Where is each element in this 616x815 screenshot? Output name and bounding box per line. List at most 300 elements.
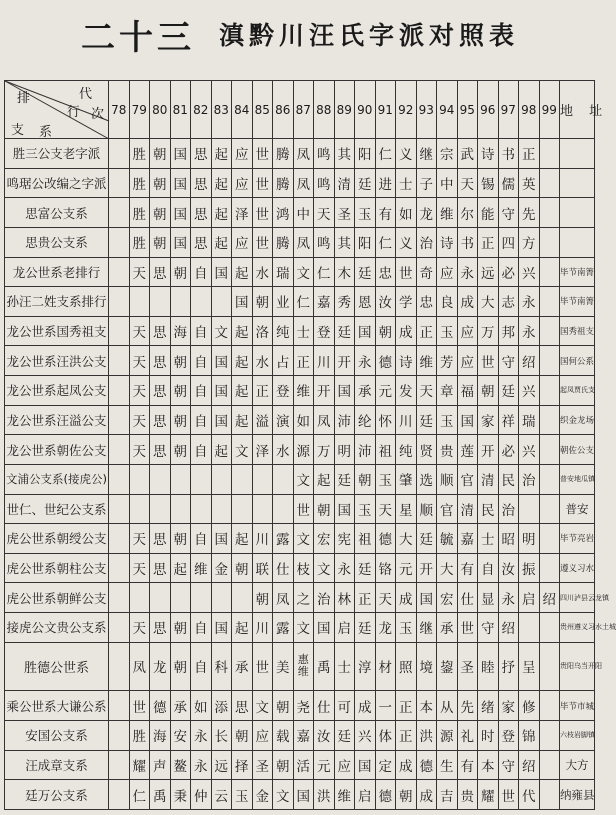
table-row	[5, 198, 595, 228]
generation-char: 纯	[396, 435, 417, 465]
empty-cell	[539, 257, 560, 287]
generation-header: 92	[396, 81, 417, 139]
location-cell: 起凤贾氏支	[560, 376, 595, 406]
generation-char: 凤	[293, 168, 314, 198]
generation-char: 廷	[355, 613, 376, 643]
generation-char: 国	[211, 405, 232, 435]
generation-char: 起	[232, 316, 253, 346]
generation-char: 朝	[252, 287, 273, 317]
generation-char: 思	[150, 435, 171, 465]
generation-char: 安	[170, 720, 191, 750]
generation-char: 世	[252, 168, 273, 198]
generation-char: 官	[457, 464, 478, 494]
generation-char: 正	[478, 227, 499, 257]
generation-char: 思	[191, 198, 212, 228]
generation-char: 应	[232, 139, 253, 169]
generation-char: 文	[293, 524, 314, 554]
empty-cell	[539, 376, 560, 406]
table-row	[5, 287, 595, 317]
generation-char: 义	[396, 227, 417, 257]
generation-char: 玉	[355, 198, 376, 228]
generation-char: 思	[150, 346, 171, 376]
empty-cell	[150, 464, 171, 494]
generation-char: 承	[437, 613, 458, 643]
generation-char: 成	[416, 780, 437, 810]
empty-cell	[109, 750, 130, 780]
generation-char: 正	[396, 691, 417, 721]
table-row	[5, 435, 595, 465]
generation-char: 顺	[437, 464, 458, 494]
generation-char: 忠	[375, 257, 396, 287]
table-row	[5, 494, 595, 524]
generation-char: 应	[232, 168, 253, 198]
generation-char: 声	[150, 750, 171, 780]
table-row	[5, 405, 595, 435]
generation-char: 世	[396, 257, 417, 287]
generation-header: 82	[191, 81, 212, 139]
generation-char: 惠维	[293, 642, 314, 691]
table-row	[5, 257, 595, 287]
table-row	[5, 346, 595, 376]
generation-char: 国	[334, 376, 355, 406]
empty-cell	[109, 435, 130, 465]
generation-char: 肇	[396, 464, 417, 494]
generation-char: 嘉	[293, 720, 314, 750]
generation-char: 天	[129, 346, 150, 376]
generation-char: 胜	[129, 168, 150, 198]
empty-cell	[109, 168, 130, 198]
generation-char: 开	[478, 435, 499, 465]
generation-char: 其	[334, 139, 355, 169]
generation-char: 本	[416, 691, 437, 721]
generation-char: 源	[437, 720, 458, 750]
generation-char: 自	[191, 613, 212, 643]
generation-header: 98	[519, 81, 540, 139]
generation-char: 一	[375, 691, 396, 721]
generation-char: 凤	[293, 139, 314, 169]
generation-char: 水	[273, 435, 294, 465]
generation-char: 代	[519, 780, 540, 810]
generation-char: 国	[293, 780, 314, 810]
location-cell: 织金龙场	[560, 405, 595, 435]
generation-char: 自	[478, 553, 499, 583]
generation-char: 胜	[129, 139, 150, 169]
generation-char: 体	[375, 720, 396, 750]
generation-char: 圣	[252, 750, 273, 780]
generation-char: 朝	[252, 583, 273, 613]
generation-char: 起	[211, 198, 232, 228]
generation-char: 科	[211, 642, 232, 691]
generation-char: 仕	[457, 583, 478, 613]
generation-char: 启	[519, 583, 540, 613]
generation-char: 从	[437, 691, 458, 721]
generation-char: 淳	[355, 642, 376, 691]
generation-header: 83	[211, 81, 232, 139]
generation-char: 文	[211, 316, 232, 346]
generation-char: 清	[457, 494, 478, 524]
empty-cell	[129, 583, 150, 613]
empty-cell	[539, 346, 560, 376]
table-row	[5, 464, 595, 494]
branch-name: 乘公世系大谦公系	[5, 691, 109, 721]
generation-char: 清	[334, 168, 355, 198]
generation-char: 仕	[273, 553, 294, 583]
generation-char: 自	[191, 316, 212, 346]
generation-char: 莲	[457, 435, 478, 465]
generation-char: 玉	[437, 405, 458, 435]
generation-char: 玉	[355, 494, 376, 524]
generation-char: 本	[478, 750, 499, 780]
generation-char: 贵	[457, 780, 478, 810]
empty-cell	[170, 583, 191, 613]
generation-char: 洪	[314, 780, 335, 810]
table-row	[5, 168, 595, 198]
generation-header: 91	[375, 81, 396, 139]
empty-cell	[170, 464, 191, 494]
empty-cell	[109, 346, 130, 376]
generation-char: 治	[314, 583, 335, 613]
generation-char: 国	[170, 198, 191, 228]
location-cell: 国何公系	[560, 346, 595, 376]
generation-char: 治	[498, 494, 519, 524]
generation-char: 起	[232, 257, 253, 287]
table-row	[5, 642, 595, 691]
generation-char: 朝	[150, 168, 171, 198]
generation-char: 家	[498, 691, 519, 721]
generation-char: 国	[170, 227, 191, 257]
generation-char: 铬	[375, 553, 396, 583]
generation-char: 胜	[129, 720, 150, 750]
generation-char: 永	[334, 553, 355, 583]
empty-cell	[109, 691, 130, 721]
generation-char: 鸣	[314, 168, 335, 198]
location-cell: 大方	[560, 750, 595, 780]
generation-char: 永	[355, 346, 376, 376]
generation-char: 天	[129, 524, 150, 554]
generation-char: 鳌	[170, 750, 191, 780]
empty-cell	[539, 139, 560, 169]
generation-char: 天	[129, 316, 150, 346]
generation-char: 正	[416, 316, 437, 346]
generation-char: 德	[375, 524, 396, 554]
generation-char: 清	[478, 464, 499, 494]
generation-char: 沛	[355, 435, 376, 465]
empty-cell	[109, 780, 130, 810]
branch-name: 虎公世系朝绶公支	[5, 524, 109, 554]
generation-char: 占	[273, 346, 294, 376]
empty-cell	[150, 583, 171, 613]
empty-cell	[539, 691, 560, 721]
generation-char: 怀	[375, 405, 396, 435]
empty-cell	[109, 642, 130, 691]
generation-char: 守	[498, 750, 519, 780]
generation-char: 水	[252, 346, 273, 376]
generation-char: 奇	[416, 257, 437, 287]
generation-char: 绍	[519, 750, 540, 780]
generation-char: 天	[457, 168, 478, 198]
generation-char: 嘉	[314, 287, 335, 317]
table-row	[5, 720, 595, 750]
generation-char: 兴	[519, 376, 540, 406]
generation-header: 96	[478, 81, 499, 139]
generation-char: 兴	[519, 257, 540, 287]
generation-char: 学	[396, 287, 417, 317]
generation-char: 福	[457, 376, 478, 406]
generation-char: 祖	[375, 435, 396, 465]
corner-header	[5, 81, 109, 139]
generation-char: 中	[437, 168, 458, 198]
generation-char: 开	[314, 376, 335, 406]
generation-char: 启	[355, 780, 376, 810]
generation-char: 圣	[334, 198, 355, 228]
generation-char: 泽	[232, 198, 253, 228]
empty-cell	[211, 583, 232, 613]
generation-char: 承	[355, 376, 376, 406]
corner-label-dai: 代	[79, 87, 93, 102]
table-row	[5, 780, 595, 810]
generation-char: 廷	[334, 316, 355, 346]
generation-char: 玉	[375, 464, 396, 494]
branch-name: 廷万公支系	[5, 780, 109, 810]
generation-char: 胜	[129, 198, 150, 228]
corner-label-ci: 次	[91, 107, 105, 122]
empty-cell	[273, 464, 294, 494]
generation-char: 有	[457, 553, 478, 583]
generation-char: 世	[293, 494, 314, 524]
generation-char: 方	[519, 227, 540, 257]
empty-cell	[109, 287, 130, 317]
generation-char: 芳	[437, 346, 458, 376]
empty-cell	[519, 613, 540, 643]
branch-name: 接虎公文贵公支系	[5, 613, 109, 643]
generation-char: 守	[478, 613, 499, 643]
location-cell	[560, 198, 595, 228]
table-row	[5, 139, 595, 169]
generation-char: 英	[519, 168, 540, 198]
empty-cell	[150, 494, 171, 524]
generation-char: 朝	[273, 750, 294, 780]
generation-char: 文	[293, 613, 314, 643]
generation-char: 溢	[252, 405, 273, 435]
empty-cell	[211, 464, 232, 494]
generation-char: 美	[273, 642, 294, 691]
generation-char: 玉	[396, 613, 417, 643]
location-cell: 遵义习水	[560, 553, 595, 583]
location-cell	[560, 227, 595, 257]
generation-char: 廷	[355, 257, 376, 287]
generation-char: 元	[314, 750, 335, 780]
empty-cell	[109, 376, 130, 406]
generation-char: 阳	[355, 227, 376, 257]
generation-char: 诗	[437, 227, 458, 257]
generation-char: 秀	[334, 287, 355, 317]
generation-char: 明	[519, 524, 540, 554]
branch-name: 胜德公世系	[5, 642, 109, 691]
generation-char: 成	[396, 316, 417, 346]
generation-char: 国	[232, 287, 253, 317]
generation-char: 文	[252, 691, 273, 721]
location-cell: 普安地瓜镇	[560, 464, 595, 494]
generation-char: 世	[478, 346, 499, 376]
generation-char: 成	[396, 750, 417, 780]
generation-char: 武	[457, 139, 478, 169]
generation-char: 维	[416, 346, 437, 376]
generation-char: 天	[129, 553, 150, 583]
generation-char: 先	[519, 198, 540, 228]
generation-char: 洪	[416, 720, 437, 750]
header-row	[5, 81, 595, 139]
generation-char: 嘉	[457, 524, 478, 554]
generation-char: 思	[191, 227, 212, 257]
generation-char: 应	[232, 227, 253, 257]
generation-char: 尔	[457, 198, 478, 228]
generation-char: 朝	[150, 227, 171, 257]
generation-char: 诗	[478, 139, 499, 169]
generation-char: 朝	[170, 346, 191, 376]
branch-name: 虎公世系朝柱公支	[5, 553, 109, 583]
generation-char: 可	[334, 691, 355, 721]
generation-char: 世	[252, 227, 273, 257]
generation-char: 继	[416, 139, 437, 169]
location-cell: 普安	[560, 494, 595, 524]
generation-char: 官	[437, 494, 458, 524]
generation-char: 阳	[355, 139, 376, 169]
generation-char: 维	[437, 198, 458, 228]
generation-char: 仁	[129, 780, 150, 810]
empty-cell	[109, 524, 130, 554]
generation-char: 如	[396, 198, 417, 228]
generation-char: 国	[314, 613, 335, 643]
generation-char: 纯	[273, 316, 294, 346]
generation-char: 明	[334, 435, 355, 465]
generation-char: 源	[293, 435, 314, 465]
empty-cell	[170, 287, 191, 317]
corner-label-xi: 系	[39, 125, 53, 140]
generation-header: 89	[334, 81, 355, 139]
generation-char: 思	[150, 405, 171, 435]
generation-char: 金	[211, 553, 232, 583]
table-row	[5, 613, 595, 643]
generation-char: 朝	[396, 780, 417, 810]
generation-char: 士	[478, 524, 499, 554]
generation-char: 玉	[437, 316, 458, 346]
generation-char: 世	[498, 780, 519, 810]
generation-char: 德	[150, 691, 171, 721]
generation-char: 廷	[334, 720, 355, 750]
generation-char: 海	[150, 720, 171, 750]
generation-char: 如	[293, 405, 314, 435]
generation-char: 汝	[498, 553, 519, 583]
generation-char: 腾	[273, 227, 294, 257]
location-header: 地 址	[560, 81, 595, 139]
empty-cell	[109, 464, 130, 494]
branch-name: 龙公世系国秀祖支	[5, 316, 109, 346]
generation-char: 远	[478, 257, 499, 287]
generation-char: 应	[457, 346, 478, 376]
generation-header: 85	[252, 81, 273, 139]
generation-header: 97	[498, 81, 519, 139]
generation-char: 世	[129, 691, 150, 721]
generation-char: 起	[211, 168, 232, 198]
empty-cell	[109, 405, 130, 435]
empty-cell	[109, 257, 130, 287]
generation-char: 天	[375, 494, 396, 524]
generation-char: 子	[416, 168, 437, 198]
generation-char: 川	[252, 524, 273, 554]
location-cell: 纳雍县	[560, 780, 595, 810]
generation-char: 大	[437, 553, 458, 583]
generation-char: 昭	[498, 524, 519, 554]
empty-cell	[539, 750, 560, 780]
generation-char: 书	[498, 139, 519, 169]
generation-char: 材	[375, 642, 396, 691]
empty-cell	[109, 494, 130, 524]
empty-cell	[109, 613, 130, 643]
generation-char: 仁	[293, 287, 314, 317]
empty-cell	[539, 464, 560, 494]
generation-char: 圣	[457, 642, 478, 691]
empty-cell	[539, 613, 560, 643]
generation-char: 朝	[314, 494, 335, 524]
generation-char: 思	[150, 257, 171, 287]
generation-char: 朝	[170, 257, 191, 287]
generation-char: 廷	[355, 553, 376, 583]
table-row	[5, 553, 595, 583]
generation-char: 水	[252, 257, 273, 287]
location-cell: 毕节南箐	[560, 257, 595, 287]
generation-char: 国	[355, 316, 376, 346]
generation-char: 元	[396, 553, 417, 583]
empty-cell	[232, 494, 253, 524]
generation-char: 耀	[129, 750, 150, 780]
generation-char: 开	[334, 346, 355, 376]
corner-label-pai: 排	[17, 91, 31, 106]
generation-char: 应	[334, 750, 355, 780]
generation-char: 思	[150, 376, 171, 406]
generation-char: 国	[211, 346, 232, 376]
generation-header: 86	[273, 81, 294, 139]
generation-char: 林	[334, 583, 355, 613]
generation-char: 有	[375, 198, 396, 228]
generation-char: 进	[375, 168, 396, 198]
generation-char: 起	[211, 227, 232, 257]
generation-char: 文	[293, 464, 314, 494]
generation-char: 自	[191, 642, 212, 691]
generation-char: 朝	[355, 464, 376, 494]
generation-char: 万	[478, 316, 499, 346]
generation-char: 应	[252, 720, 273, 750]
generation-char: 吉	[437, 780, 458, 810]
generation-char: 胜	[129, 227, 150, 257]
generation-char: 士	[334, 642, 355, 691]
generation-char: 星	[396, 494, 417, 524]
generation-char: 禹	[150, 780, 171, 810]
generation-char: 永	[498, 583, 519, 613]
generation-char: 起	[170, 553, 191, 583]
generation-char: 尧	[293, 691, 314, 721]
generation-char: 海	[170, 316, 191, 346]
generation-char: 天	[416, 376, 437, 406]
generation-header: 95	[457, 81, 478, 139]
generation-char: 朝	[232, 553, 253, 583]
generation-char: 廷	[498, 376, 519, 406]
generation-char: 凤	[293, 227, 314, 257]
generation-char: 兴	[355, 720, 376, 750]
generation-char: 祖	[355, 524, 376, 554]
generation-char: 思	[191, 139, 212, 169]
generation-char: 成	[457, 287, 478, 317]
branch-name: 虎公世系朝鲜公支	[5, 583, 109, 613]
